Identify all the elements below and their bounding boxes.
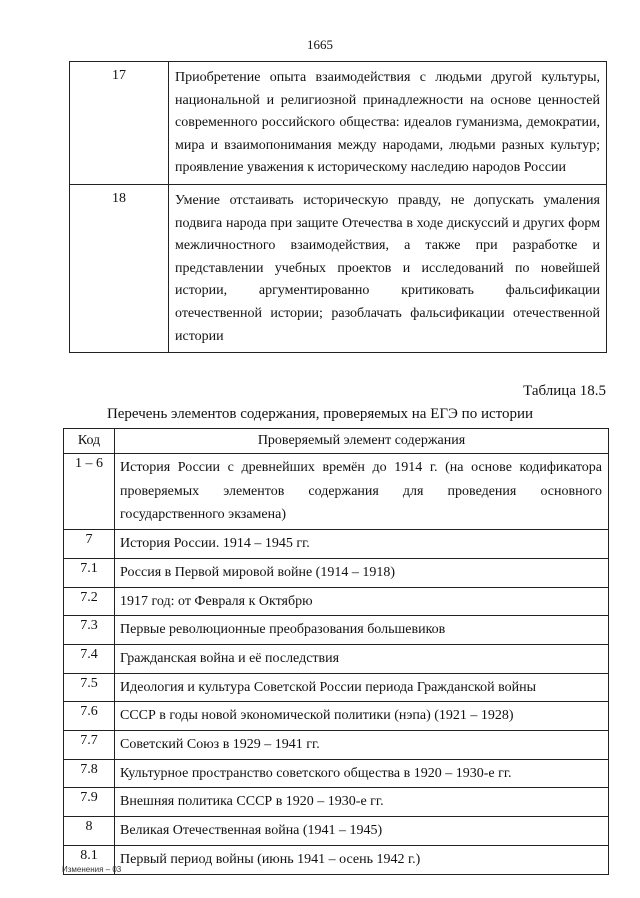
element-text: СССР в годы новой экономической политики (нэпа) (1921 – 1928) (115, 702, 609, 731)
element-code: 7.5 (64, 673, 115, 702)
element-code: 7.1 (64, 558, 115, 587)
content-elements-table (63, 428, 609, 875)
element-code: 7.7 (64, 731, 115, 760)
table-row (64, 558, 609, 587)
table-label: Таблица 18.5 (523, 383, 606, 399)
element-code: 1 – 6 (64, 454, 115, 530)
row-text: Приобретение опыта взаимодействия с людьми другой культуры, национальной и религиозной принадлежности на основе ценностей современного российского общества: идеалов гуманизма, демократии, мира и взаимопонимания между народами, людьми разных культур; проявление уважения к историческому наследию народов России (169, 62, 607, 185)
table-row (64, 587, 609, 616)
element-text: Внешняя политика СССР в 1920 – 1930-е гг. (115, 788, 609, 817)
element-text: Советский Союз в 1929 – 1941 гг. (115, 731, 609, 760)
row-number: 17 (70, 62, 169, 185)
table-row (64, 759, 609, 788)
table-row (70, 62, 607, 185)
learning-outcomes-table (69, 61, 607, 353)
element-code: 7.4 (64, 644, 115, 673)
element-code: 7.8 (64, 759, 115, 788)
table-row (64, 702, 609, 731)
element-code: 7.9 (64, 788, 115, 817)
page-number: 1665 (307, 37, 333, 52)
element-text: Первый период войны (июнь 1941 – осень 1942 г.) (115, 845, 609, 874)
table-row (64, 616, 609, 645)
element-text: Великая Отечественная война (1941 – 1945) (115, 817, 609, 846)
element-code: 7.2 (64, 587, 115, 616)
table-caption: Перечень элементов содержания, проверяемых на ЕГЭ по истории (106, 406, 534, 422)
element-text: Россия в Первой мировой войне (1914 – 1918) (115, 558, 609, 587)
table-row (64, 454, 609, 530)
element-text: Гражданская война и её последствия (115, 644, 609, 673)
table-header-row (64, 429, 609, 454)
row-text: Умение отстаивать историческую правду, не допускать умаления подвига народа при защите Отечества в ходе дискуссий и других форм межличностного взаимодействия, а также при разработке и представлении учебных проектов и исследований по новейшей истории, аргументированно критиковать фальсификации отечественной истории; разоблачать фальсификации отечественной истории (169, 184, 607, 352)
header-element: Проверяемый элемент содержания (115, 429, 609, 454)
footer-revision-note: Изменения – 03 (62, 865, 122, 874)
table-row (70, 184, 607, 352)
element-code: 7.3 (64, 616, 115, 645)
table-row (64, 644, 609, 673)
table-row (64, 845, 609, 874)
table-row (64, 673, 609, 702)
element-code: 7.6 (64, 702, 115, 731)
element-text: История России с древнейших времён до 1914 г. (на основе кодификатора проверяемых элементов содержания для проведения основного государственного экзамена) (115, 454, 609, 530)
table-row (64, 788, 609, 817)
table-row (64, 530, 609, 559)
element-text: Идеология и культура Советской России периода Гражданской войны (115, 673, 609, 702)
element-text: Культурное пространство советского общества в 1920 – 1930-е гг. (115, 759, 609, 788)
element-text: 1917 год: от Февраля к Октябрю (115, 587, 609, 616)
element-code: 7 (64, 530, 115, 559)
element-text: Первые революционные преобразования большевиков (115, 616, 609, 645)
element-text: История России. 1914 – 1945 гг. (115, 530, 609, 559)
table-row (64, 817, 609, 846)
table-row (64, 731, 609, 760)
header-code: Код (64, 429, 115, 454)
row-number: 18 (70, 184, 169, 352)
element-code: 8.1 (64, 845, 115, 874)
element-code: 8 (64, 817, 115, 846)
